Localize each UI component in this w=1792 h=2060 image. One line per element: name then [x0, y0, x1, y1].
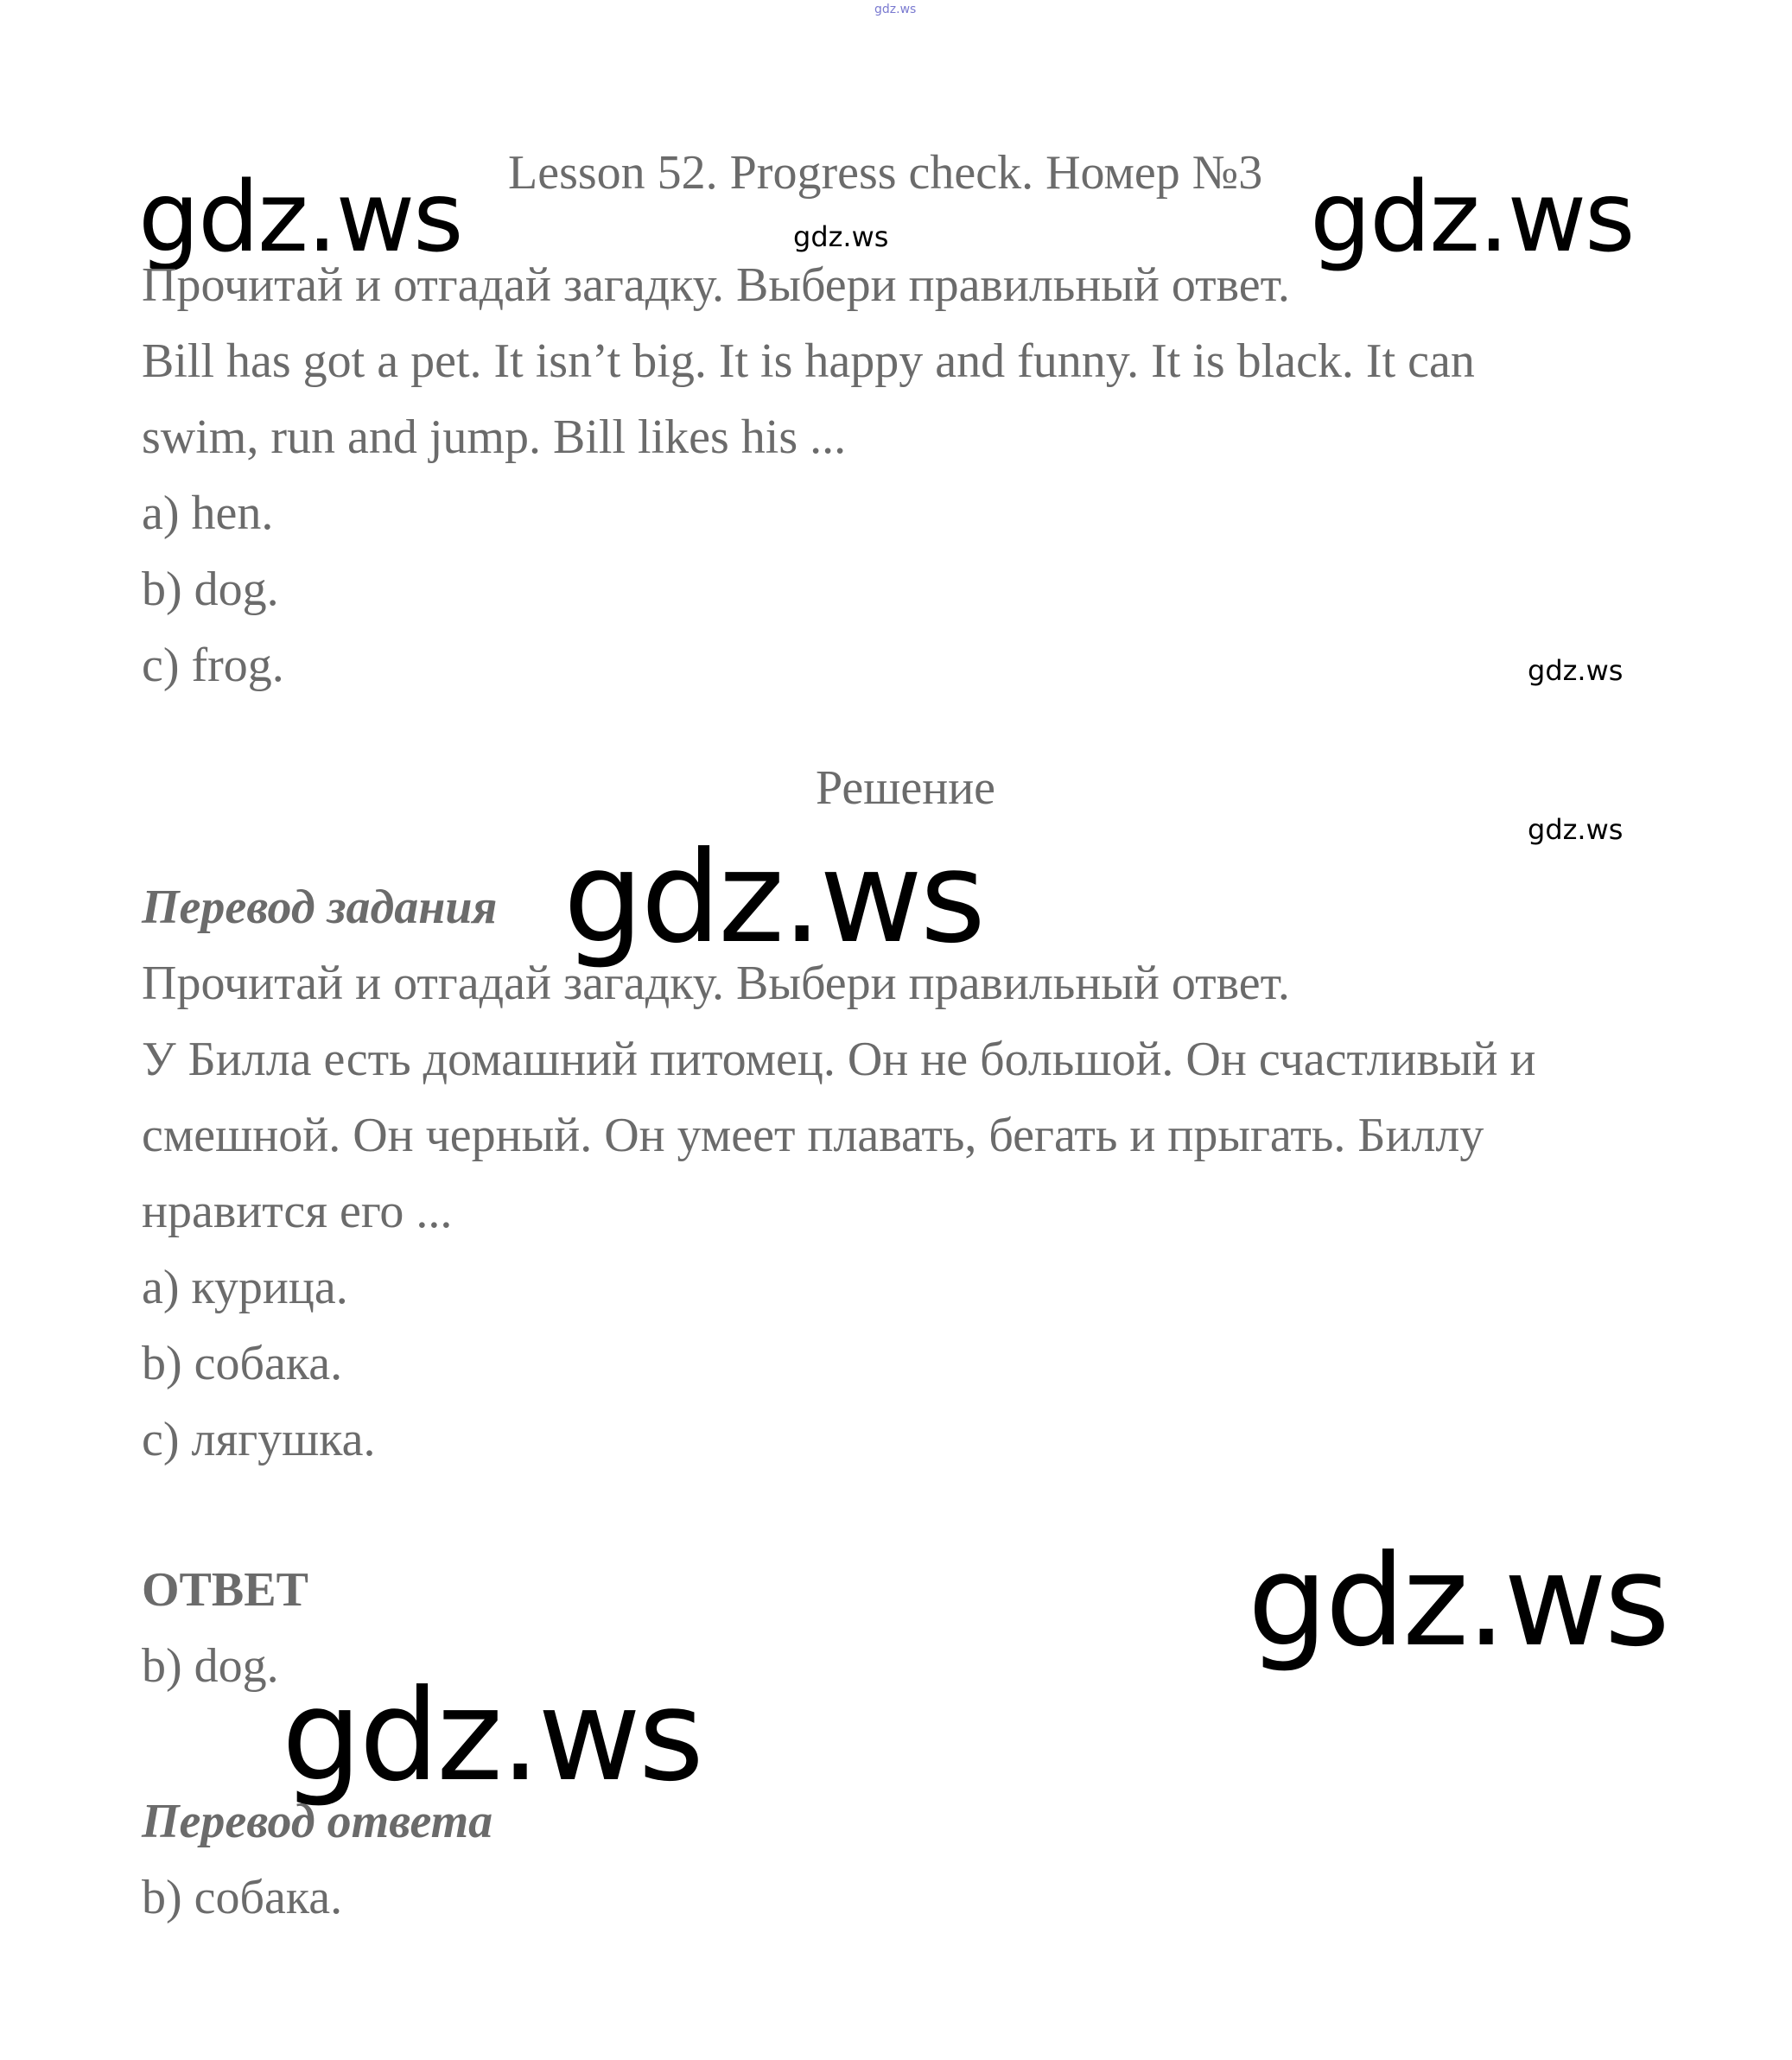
translation-line: У Билла есть домашний питомец. Он не большой. Он счастливый и: [142, 1033, 1536, 1086]
watermark: gdz.ws: [1528, 654, 1624, 687]
answer-heading: ОТВЕТ: [142, 1563, 308, 1617]
watermark: gdz.ws: [282, 1663, 702, 1809]
watermark: gdz.ws: [1310, 162, 1634, 274]
riddle-line: Bill has got a pet. It isn’t big. It is happy and funny. It is black. It can: [142, 334, 1475, 388]
task-instruction: Прочитай и отгадай загадку. Выбери правильный ответ.: [142, 258, 1290, 312]
page-title: Lesson 52. Progress check. Номер №3: [508, 146, 1263, 200]
translation-option-c: c) лягушка.: [142, 1413, 376, 1466]
option-a: a) hen.: [142, 486, 274, 540]
option-b: b) dog.: [142, 563, 279, 616]
translation-heading: Перевод задания: [142, 881, 498, 934]
translation-line: нравится его ...: [142, 1185, 453, 1238]
watermark: gdz.ws: [563, 824, 983, 971]
watermark: gdz.ws: [1248, 1528, 1668, 1675]
translation-option-b: b) собака.: [142, 1337, 343, 1390]
watermark: gdz.ws: [793, 220, 889, 253]
translation-instruction: Прочитай и отгадай загадку. Выбери правильный ответ.: [142, 957, 1290, 1010]
watermark: gdz.ws: [138, 162, 462, 274]
riddle-line: swim, run and jump. Bill likes his ...: [142, 410, 847, 464]
translation-option-a: а) курица.: [142, 1261, 348, 1314]
solution-heading: Решение: [816, 761, 996, 815]
answer-translation: b) собака.: [142, 1871, 343, 1924]
answer-text: b) dog.: [142, 1639, 279, 1693]
option-c: c) frog.: [142, 639, 284, 692]
top-watermark: gdz.ws: [874, 3, 917, 16]
watermark: gdz.ws: [1528, 813, 1624, 846]
translation-line: смешной. Он черный. Он умеет плавать, бегать и прыгать. Биллу: [142, 1109, 1484, 1162]
answer-translation-heading: Перевод ответа: [142, 1795, 493, 1848]
